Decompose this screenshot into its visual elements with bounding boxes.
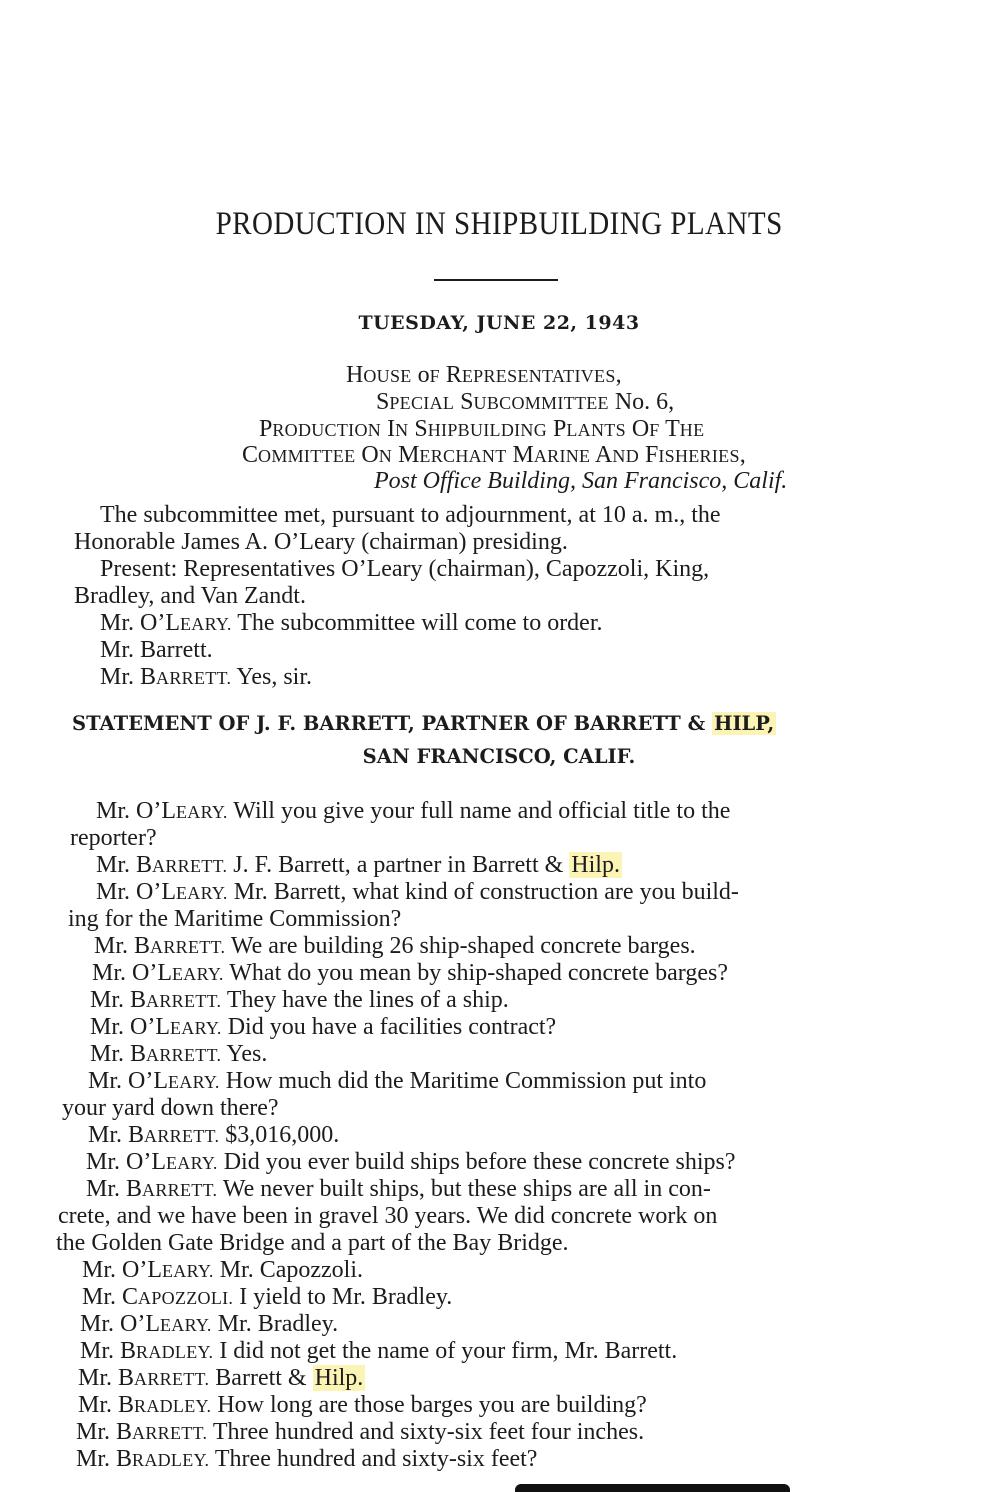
utterance-text: Three hundred and sixty-six feet four inches. (212, 1419, 645, 1445)
speaker-name: Mr. O’LEARY. (88, 1068, 220, 1094)
dialogue-line (70, 825, 157, 852)
statement-heading-line1 (72, 712, 776, 735)
speaker-name: Mr. O’LEARY. (90, 1014, 222, 1040)
title-rule (434, 279, 558, 281)
speaker-name: Mr. BARRETT. (76, 1419, 208, 1445)
dialogue-line (76, 1419, 644, 1446)
speaker-name: Mr. BARRETT. (90, 1041, 222, 1067)
intro-line: The subcommittee met, pursuant to adjournment, at 10 a. m., the (100, 502, 721, 528)
utterance-text: Barrett & (215, 1365, 307, 1391)
dialogue-line (96, 852, 622, 879)
dialogue-line (80, 1338, 677, 1365)
utterance-text: ing for the Maritime Commission? (68, 906, 402, 932)
utterance-text: $3,016,000. (225, 1122, 340, 1148)
speaker-name: Mr. BARRETT. (94, 933, 226, 959)
speaker-name: Mr. O’LEARY. (96, 798, 228, 824)
speaker-name: Mr. O’LEARY. (82, 1257, 214, 1283)
utterance-text: We never built ships, but these ships are all in con- (222, 1176, 711, 1202)
highlighted-term: Hilp. (314, 1365, 364, 1391)
speaker-name: Mr. BARRETT. (100, 664, 232, 690)
utterance-text: The subcommittee will come to order. (237, 610, 603, 636)
dialogue-line (92, 960, 728, 987)
dialogue-line (90, 1041, 267, 1068)
speaker-name: Mr. CAPOZZOLI. (82, 1284, 234, 1310)
statement-heading-line2: SAN FRANCISCO, CALIF. (362, 745, 636, 768)
speaker-name: Mr. BARRETT. (86, 1176, 218, 1202)
utterance-text: Three hundred and sixty-six feet? (214, 1446, 538, 1472)
statement-heading-text: STATEMENT OF J. F. BARRETT, PARTNER OF BARRETT & (72, 712, 706, 735)
utterance-text: Mr. Capozzoli. (219, 1257, 363, 1283)
intro-line: Bradley, and Van Zandt. (74, 583, 306, 609)
dialogue-line (100, 637, 213, 664)
utterance-text: Did you ever build ships before these concrete ships? (223, 1149, 736, 1175)
dialogue-line (76, 1446, 537, 1473)
utterance-text: Mr. Barrett. (100, 637, 213, 663)
dialogue-line (62, 1095, 279, 1122)
speaker-name: Mr. BARRETT. (78, 1365, 210, 1391)
committee-header-line: HOUSE oF REPRESENTATIVES, (346, 362, 622, 388)
utterance-text: J. F. Barrett, a partner in Barrett & (233, 852, 564, 878)
speaker-name: Mr. O’LEARY. (100, 610, 232, 636)
speaker-name: Mr. BARRETT. (88, 1122, 220, 1148)
speaker-name: Mr. BARRETT. (90, 987, 222, 1013)
committee-header-line: SPECIAL SUBCOMMITTEE No. 6, (376, 389, 675, 415)
utterance-text: crete, and we have been in gravel 30 years. We did concrete work on (58, 1203, 718, 1229)
dateline: TUESDAY, JUNE 22, 1943 (358, 312, 640, 334)
utterance-text: Did you have a facilities contract? (227, 1014, 557, 1040)
committee-header-line: COMMITTEE ON MERCHANT MARINE AND FISHERIES, (242, 442, 746, 468)
dialogue-line (100, 664, 312, 691)
page-title: PRODUCTION IN SHIPBUILDING PLANTS (215, 206, 783, 242)
speaker-name: Mr. O’LEARY. (86, 1149, 218, 1175)
utterance-text: reporter? (70, 825, 157, 851)
utterance-text: Yes, sir. (236, 664, 313, 690)
dialogue-line (90, 1014, 556, 1041)
highlighted-term: Hilp. (571, 852, 620, 878)
utterance-text: How long are those barges you are building? (217, 1392, 647, 1418)
dialogue-line (88, 1122, 339, 1149)
utterance-text: What do you mean by ship-shaped concrete barges? (229, 960, 728, 986)
dialogue-line (86, 1149, 736, 1176)
dialogue-line (94, 933, 696, 960)
dialogue-line (78, 1365, 365, 1392)
hearing-location: Post Office Building, San Francisco, Calif. (374, 468, 788, 494)
dialogue-line (82, 1284, 452, 1311)
dialogue-line (96, 798, 730, 825)
speaker-name: Mr. O’LEARY. (96, 879, 228, 905)
utterance-text: your yard down there? (62, 1095, 279, 1121)
dialogue-line (88, 1068, 706, 1095)
utterance-text: How much did the Maritime Commission put into (225, 1068, 707, 1094)
dialogue-line (58, 1203, 717, 1230)
dialogue-line (78, 1392, 647, 1419)
highlighted-term: HILP, (714, 712, 775, 735)
utterance-text: I did not get the name of your firm, Mr. Barrett. (219, 1338, 678, 1364)
utterance-text: I yield to Mr. Bradley. (239, 1284, 453, 1310)
utterance-text: They have the lines of a ship. (226, 987, 509, 1013)
dialogue-line (68, 906, 401, 933)
speaker-name: Mr. BRADLEY. (76, 1446, 210, 1472)
dialogue-line (90, 987, 509, 1014)
speaker-name: Mr. BRADLEY. (80, 1338, 214, 1364)
utterance-text: the Golden Gate Bridge and a part of the Bay Bridge. (56, 1230, 569, 1256)
utterance-text: Yes. (226, 1041, 268, 1067)
utterance-text: Will you give your full name and official title to the (233, 798, 731, 824)
speaker-name: Mr. O’LEARY. (80, 1311, 212, 1337)
intro-line: Honorable James A. O’Leary (chairman) presiding. (74, 529, 568, 555)
utterance-text: Mr. Barrett, what kind of construction are you build- (233, 879, 739, 905)
dialogue-line (86, 1176, 711, 1203)
speaker-name: Mr. O’LEARY. (92, 960, 224, 986)
dialogue-line (82, 1257, 363, 1284)
dialogue-line (80, 1311, 338, 1338)
dialogue-line (56, 1230, 569, 1257)
committee-header-line: PRODUCTION IN SHIPBUILDING PLANTS OF THE (259, 416, 705, 442)
scroll-handle[interactable] (515, 1484, 790, 1492)
utterance-text: Mr. Bradley. (217, 1311, 339, 1337)
dialogue-line (96, 879, 739, 906)
intro-line: Present: Representatives O’Leary (chairman), Capozzoli, King, (100, 556, 710, 582)
utterance-text: We are building 26 ship-shaped concrete barges. (230, 933, 696, 959)
speaker-name: Mr. BARRETT. (96, 852, 228, 878)
dialogue-line (100, 610, 603, 637)
speaker-name: Mr. BRADLEY. (78, 1392, 212, 1418)
